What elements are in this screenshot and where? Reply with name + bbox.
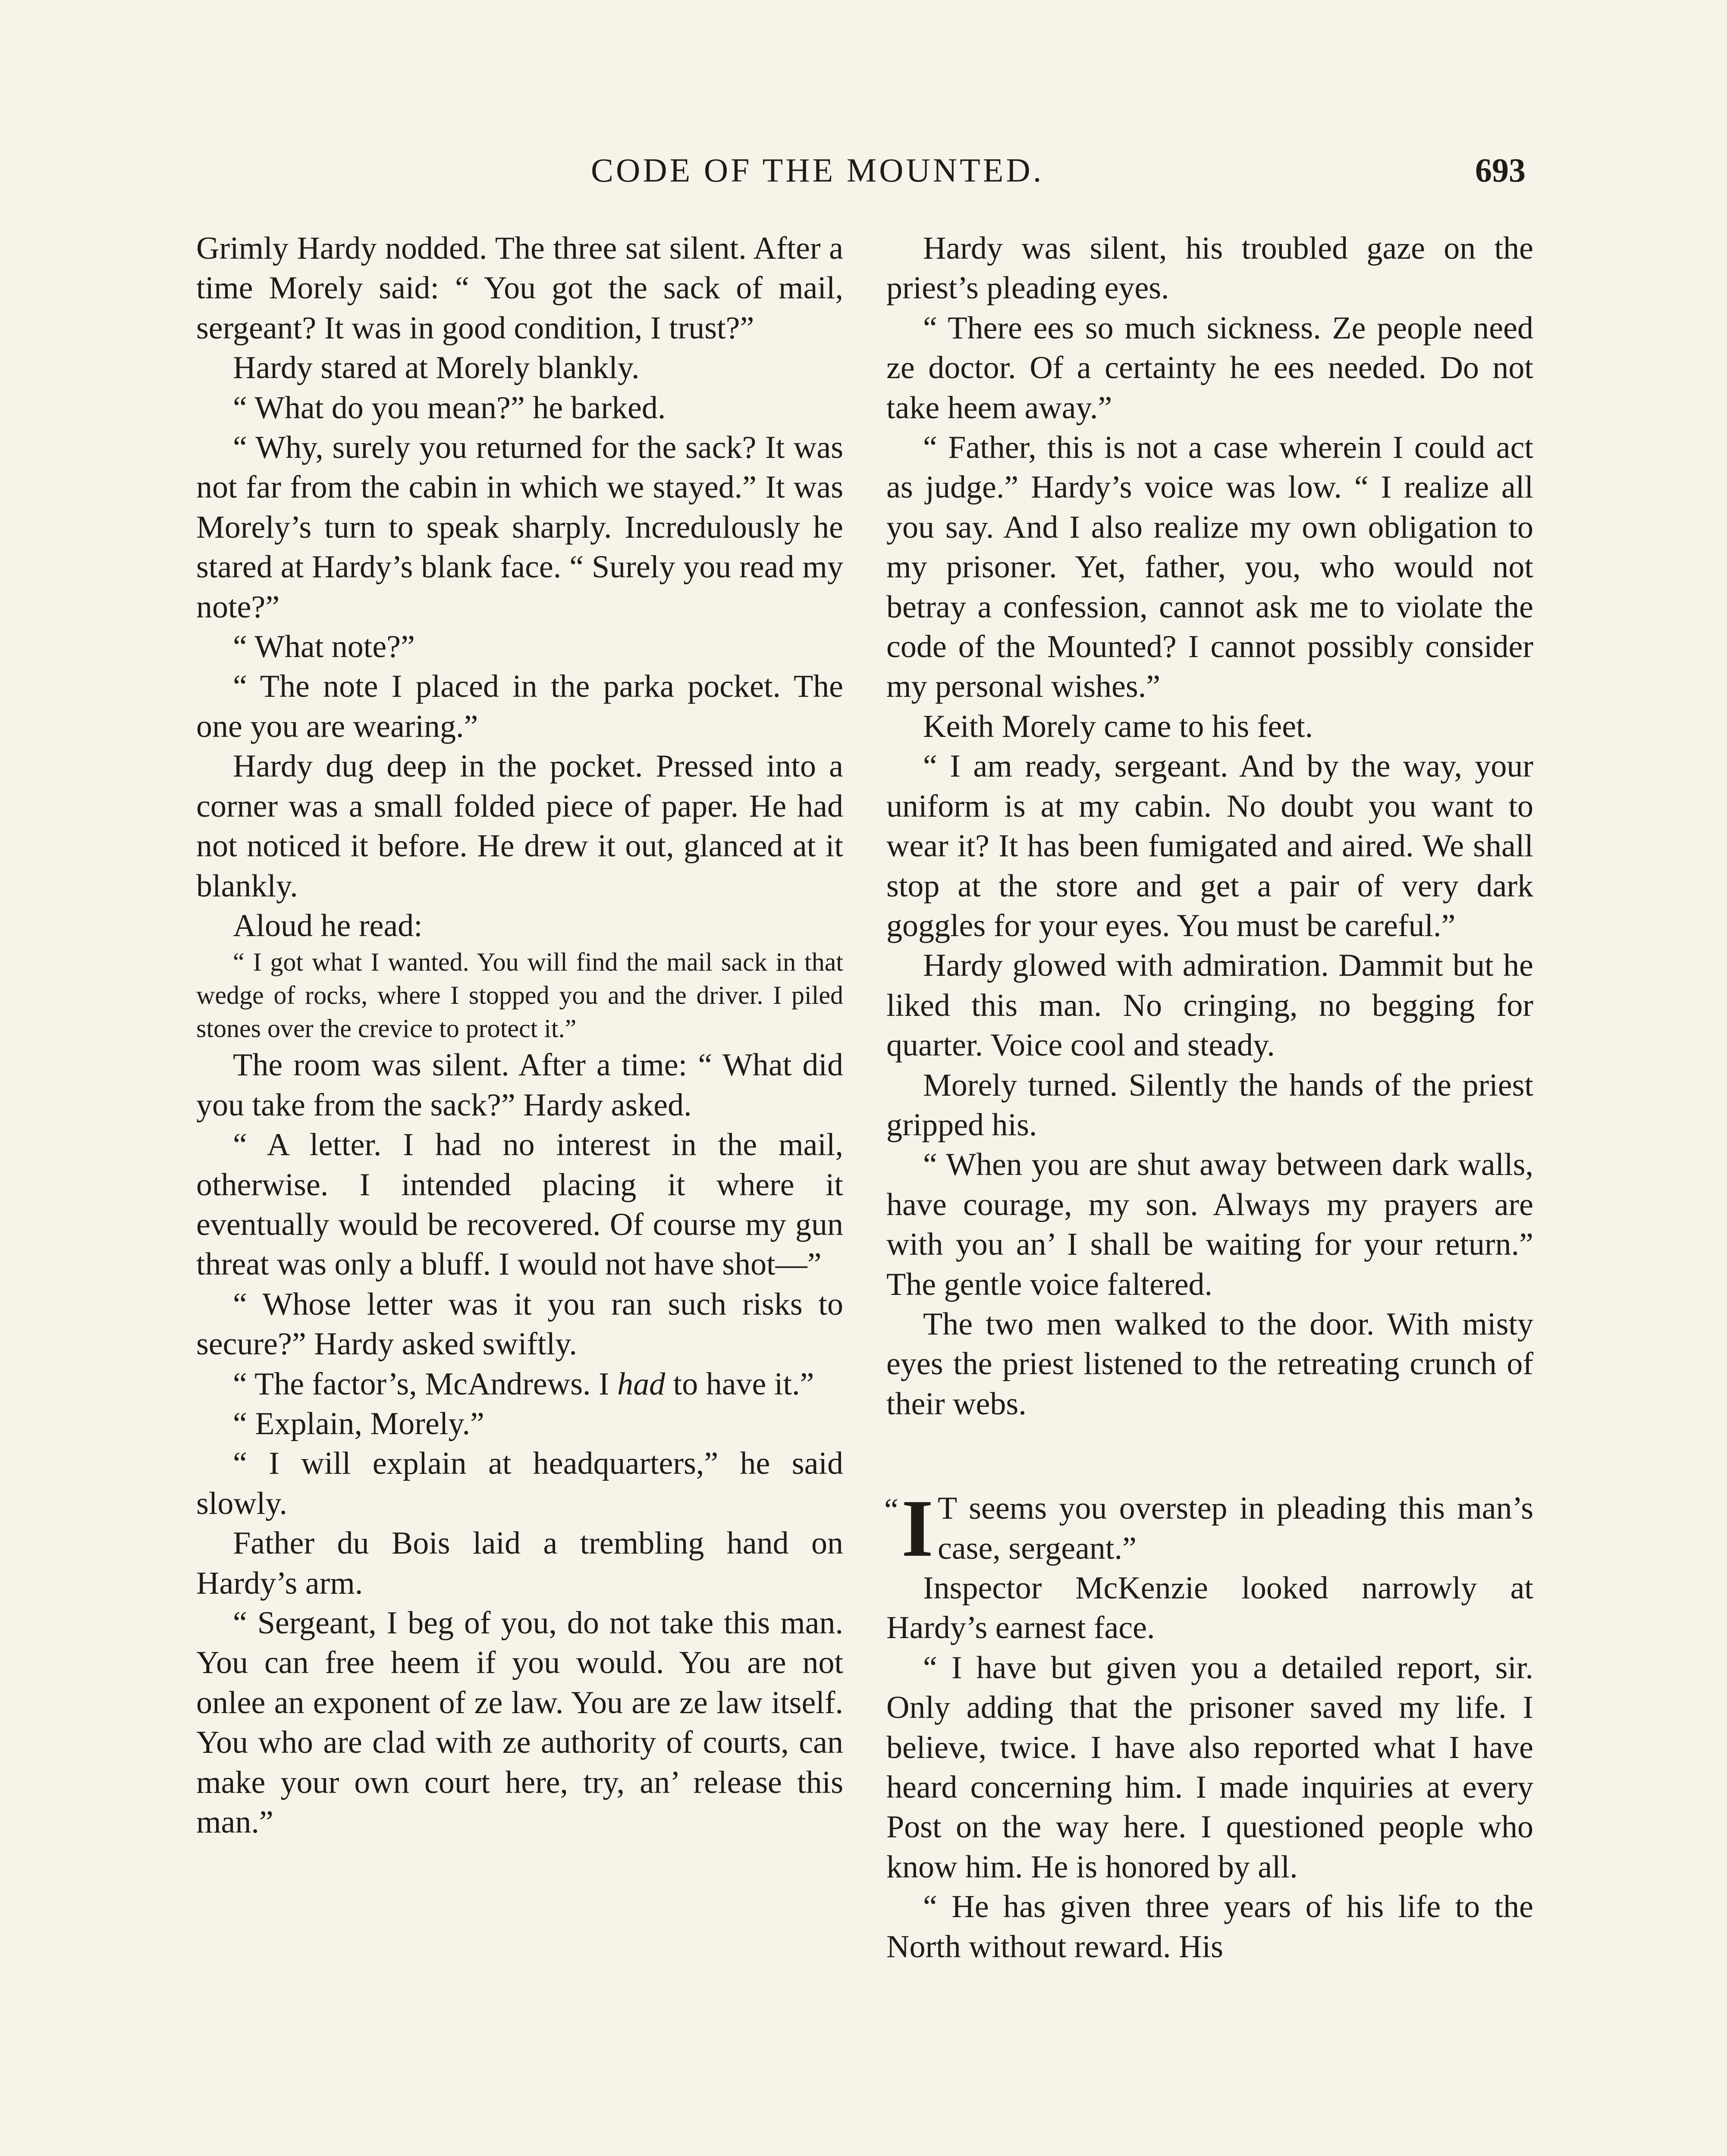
dropcap-letter: I — [901, 1483, 933, 1574]
paragraph — [196, 1364, 843, 1404]
page-number: 693 — [1475, 151, 1526, 189]
paragraph: T seems you overstep in pleading this man’s case, sergeant.” — [937, 1491, 1533, 1566]
paragraph: Inspector McKenzie looked narrowly at Hardy’s earnest face. — [886, 1570, 1533, 1646]
paragraph: “ Whose letter was it you ran such risks to secure?” Hardy asked swiftly. — [196, 1286, 843, 1362]
emphasis-text: had — [617, 1366, 666, 1402]
paragraph: “ There ees so much sickness. Ze people need ze doctor. Of a certainty he ees needed. Do not take heem away.” — [886, 310, 1533, 426]
paragraph-text: “ The factor’s, McAndrews. I — [233, 1366, 618, 1402]
paragraph: Aloud he read: — [233, 908, 423, 943]
right-column — [886, 229, 1533, 1967]
paragraph: Hardy was silent, his troubled gaze on the priest’s pleading eyes. — [886, 231, 1533, 306]
paragraph: “ A letter. I had no interest in the mail, otherwise. I intended placing it where it eventually would be recovered. Of course my gun threat was only a bluff. I would not have shot—” — [196, 1127, 843, 1282]
paragraph: “ I will explain at headquarters,” he said slowly. — [196, 1446, 843, 1521]
paragraph: Grimly Hardy nodded. The three sat silent. After a time Morely said: “ You got the sack of mail, sergeant? It was in good condition, I trust?” — [196, 231, 843, 346]
paragraph: Father du Bois laid a trembling hand on Hardy’s arm. — [196, 1526, 843, 1601]
quoted-note: “ I got what I wanted. You will find the mail sack in that wedge of rocks, where I stopped you and the driver. I piled stones over the crevice to protect it.” — [196, 948, 843, 1043]
paragraph: Keith Morely came to his feet. — [923, 708, 1313, 744]
paragraph: Hardy glowed with admiration. Dammit but he liked this man. No cringing, no begging for quarter. Voice cool and steady. — [886, 948, 1533, 1063]
paragraph: “ He has given three years of his life to the North without reward. His — [886, 1889, 1533, 1965]
paragraph: “ Why, surely you returned for the sack? It was not far from the cabin in which we stayed.” It was Morely’s turn to speak sharply. Incredulously he stared at Hardy’s blank face. “ Surely you read my note?” — [196, 430, 843, 625]
paragraph: “ What note?” — [233, 629, 415, 665]
paragraph: “ I have but given you a detailed report, sir. Only adding that the prisoner saved my life. I believe, twice. I have also reported what I have heard concerning him. I made inquiries at every Post on the way here. I questioned people who know him. He is honored by all. — [886, 1650, 1533, 1885]
paragraph: “ Explain, Morely.” — [233, 1406, 484, 1442]
paragraph: Hardy stared at Morely blankly. — [233, 350, 640, 386]
section-break — [884, 1483, 1533, 1574]
paragraph: Morely turned. Silently the hands of the priest gripped his. — [886, 1067, 1533, 1143]
running-head — [0, 147, 1727, 194]
paragraph: “ The note I placed in the parka pocket. The one you are wearing.” — [196, 669, 843, 744]
running-title: CODE OF THE MOUNTED. — [591, 151, 1044, 189]
left-column — [196, 229, 843, 1842]
dropcap-quote-mark: “ — [884, 1492, 898, 1528]
paragraph: The room was silent. After a time: “ What did you take from the sack?” Hardy asked. — [196, 1047, 843, 1123]
paragraph-text: to have it.” — [665, 1366, 814, 1402]
paragraph: Hardy dug deep in the pocket. Pressed into a corner was a small folded piece of paper. He had not noticed it before. He drew it out, glanced at it blankly. — [196, 749, 843, 904]
paragraph: “ I am ready, sergeant. And by the way, your uniform is at my cabin. No doubt you want to wear it? It has been fumigated and aired. We shall stop at the store and get a pair of very dark goggles for your eyes. You must be careful.” — [886, 749, 1533, 943]
paragraph: The two men walked to the door. With misty eyes the priest listened to the retreating crunch of their webs. — [886, 1306, 1533, 1422]
paragraph: “ Father, this is not a case wherein I could act as judge.” Hardy’s voice was low. “ I realize all you say. And I also realize my own obligation to my prisoner. Yet, father, you, who would not betray a confession, cannot ask me to violate the code of the Mounted? I cannot possibly consider my personal wishes.” — [886, 430, 1533, 705]
paragraph: “ When you are shut away between dark walls, have courage, my son. Always my prayers are with you an’ I shall be waiting for your return.” The gentle voice faltered. — [886, 1147, 1533, 1302]
paragraph: “ What do you mean?” he barked. — [233, 390, 666, 426]
paragraph: “ Sergeant, I beg of you, do not take this man. You can free heem if you would. You are not onlee an exponent of ze law. You are ze law itself. You who are clad with ze authority of courts, can make your own court here, try, an’ release this man.” — [196, 1605, 843, 1840]
